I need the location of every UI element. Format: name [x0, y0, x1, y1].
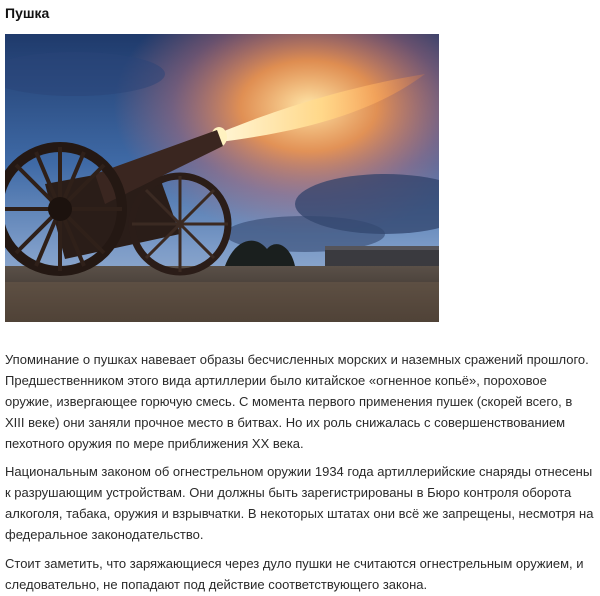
paragraph-law: Национальным законом об огнестрельном оружии 1934 года артиллерийские снаряды отнесены к разрушающим устройствам. Они должны быть зарегистрированы в Бюро контроля оборота алкоголя, табака, оружия и взрывчатки. В некоторых штатах они всё же запрещены, несмотря на федеральное законодательство. — [5, 464, 594, 542]
cannon-photo — [5, 34, 439, 322]
paragraph-muzzleloader: Стоит заметить, что заряжающиеся через дуло пушки не считаются огнестрельным оружием, и следовательно, не попадают под действие соответствующего закона. — [5, 556, 584, 592]
article-title: Пушка — [5, 5, 50, 21]
paragraph-history: Упоминание о пушках навевает образы бесчисленных морских и наземных сражений прошлого. Предшественником этого вида артиллерии было китайское «огненное копьё», пороховое оружие, извергающее горючую смесь. С момента первого применения пушек (скорей всего, в XIII веке) они заняли прочное место в битвах. Но их роль снижалась с совершенствованием пехотного оружия по мере приближения XX века. — [5, 352, 589, 451]
